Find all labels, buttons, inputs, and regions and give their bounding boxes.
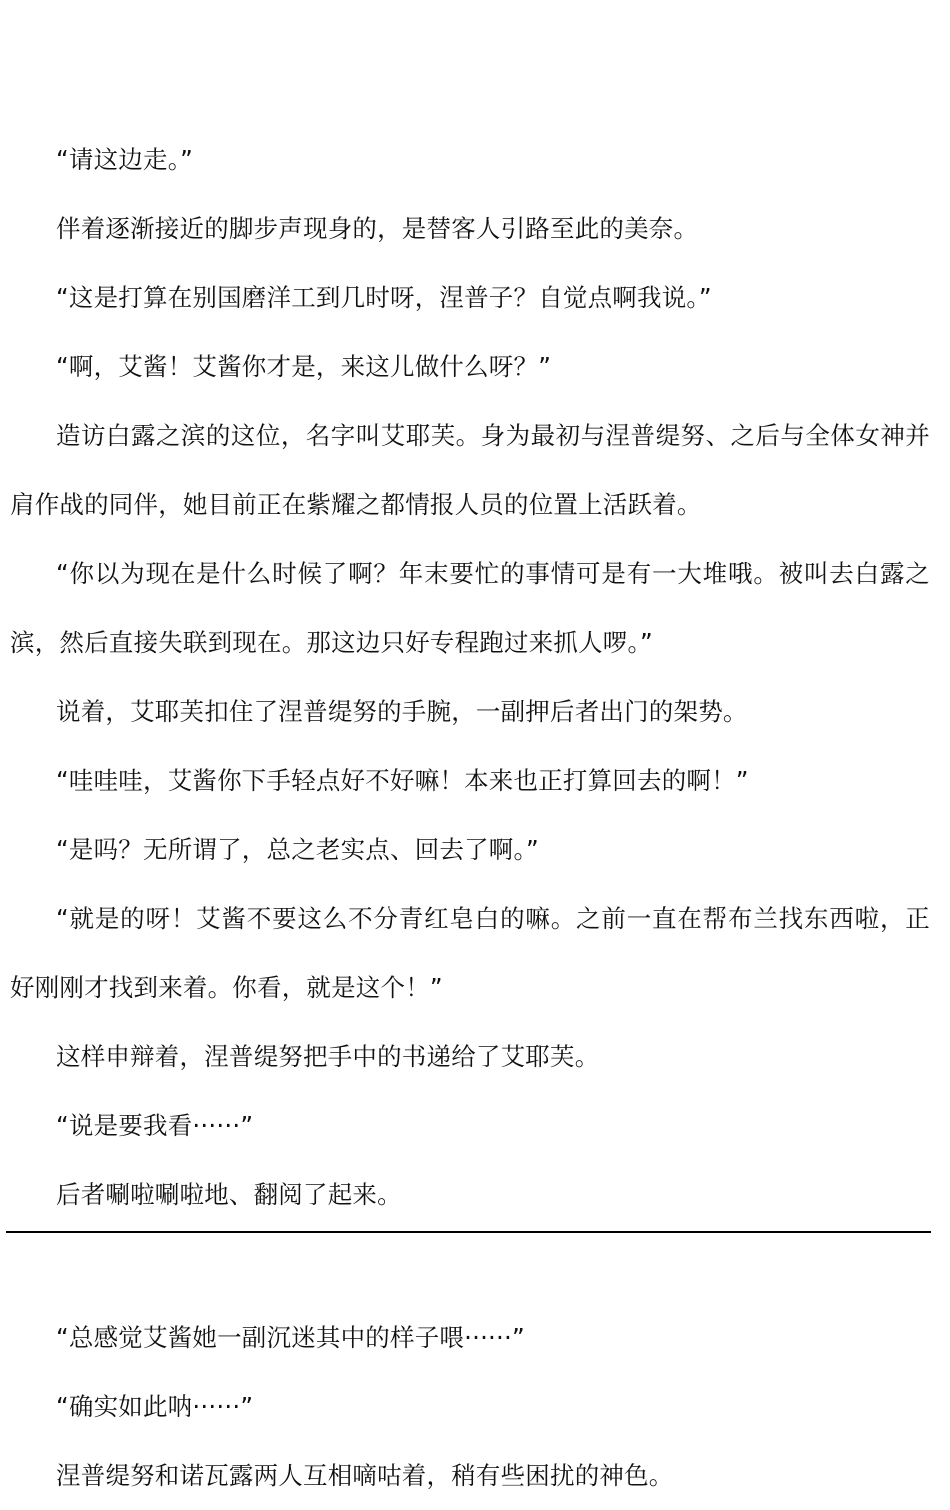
paragraph-dialogue-slacking: “这是打算在别国磨洋工到几时呀，涅普子？自觉点啊我说。”: [56, 283, 712, 312]
paragraph-narration-whisper: 涅普缇努和诺瓦露两人互相嘀咕着，稍有些困扰的神色。: [56, 1461, 674, 1490]
section-divider: [6, 1231, 931, 1233]
paragraph-narration-flip-through: 后者唰啦唰啦地、翻阅了起来。: [56, 1180, 402, 1209]
paragraph-narration-if-introduction: 造访白露之滨的这位，名字叫艾耶芙。身为最初与涅普缇努、之后与全体女神并肩作战的同伴，她目前正在紫耀之都情报人员的位置上活跃着。: [10, 421, 930, 519]
paragraph-dialogue-ai-chan: “啊，艾酱！艾酱你才是，来这儿做什么呀？”: [56, 352, 552, 381]
paragraph-narration-hand-book: 这样申辩着，涅普缇努把手中的书递给了艾耶芙。: [56, 1042, 600, 1071]
paragraph-dialogue-year-end: “你以为现在是什么时候了啊？年末要忙的事情可是有一大堆哦。被叫去白露之滨，然后直接失联到现在。那这边只好专程跑过来抓人啰。”: [10, 559, 930, 657]
paragraph-dialogue-absorbed: “总感觉艾酱她一副沉迷其中的样子喂······”: [56, 1323, 525, 1352]
paragraph-dialogue-look: “说是要我看······”: [56, 1111, 254, 1140]
paragraph-dialogue-this-way: “请这边走。”: [56, 145, 194, 174]
paragraph-dialogue-indeed: “确实如此呐······”: [56, 1392, 254, 1421]
paragraph-dialogue-whatever: “是吗？无所谓了，总之老实点、回去了啊。”: [56, 835, 539, 864]
paragraph-narration-mina-arrives: 伴着逐渐接近的脚步声现身的，是替客人引路至此的美奈。: [56, 214, 699, 243]
paragraph-dialogue-found-it: “就是的呀！艾酱不要这么不分青红皂白的嘛。之前一直在帮布兰找东西啦，正好刚刚才找到来着。你看，就是这个！”: [10, 904, 930, 1002]
paragraph-narration-grab-wrist: 说着，艾耶芙扣住了涅普缇努的手腕，一副押后者出门的架势。: [56, 697, 748, 726]
paragraph-dialogue-gentle: “哇哇哇，艾酱你下手轻点好不好嘛！本来也正打算回去的啊！”: [56, 766, 749, 795]
